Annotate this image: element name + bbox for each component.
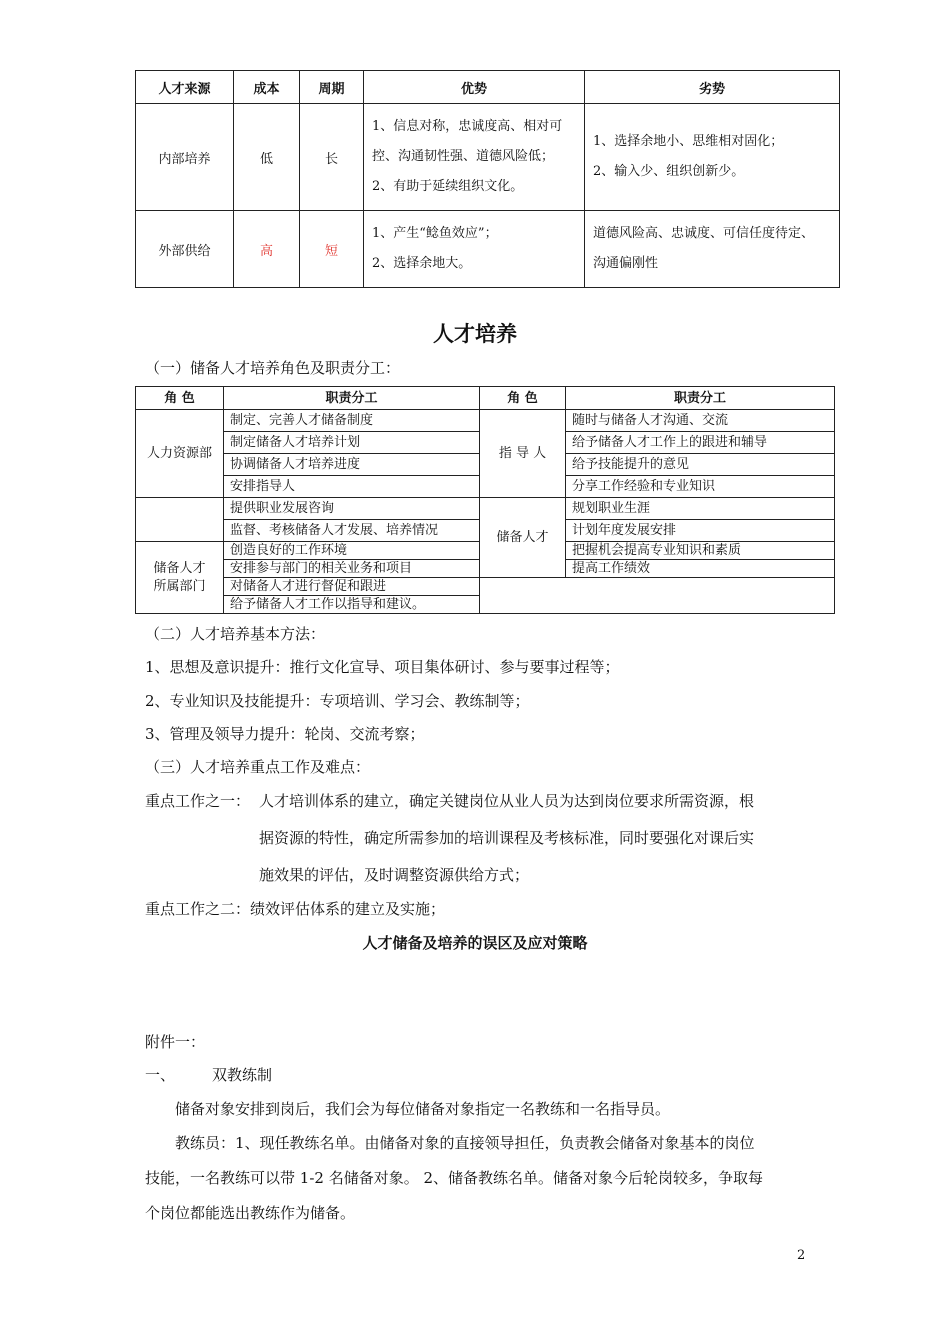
disadvantage-line: 沟通偏刚性 <box>593 256 659 271</box>
cycle-cell: 长 <box>300 104 364 211</box>
advantage-cell <box>364 211 585 288</box>
table-row <box>136 211 840 288</box>
source-cell: 外部供给 <box>136 211 234 288</box>
advantage-line: 2、有助于延续组织文化。 <box>372 179 524 194</box>
subheading-roles: （一）储备人才培养角色及职责分工： <box>145 359 401 377</box>
key-work-1-line: 施效果的评估，及时调整资源供给方式； <box>259 866 530 884</box>
appendix-paragraph: 储备对象安排到岗后，我们会为每位储备对象指定一名教练和一名指导员。 <box>175 1100 671 1118</box>
duty-cell: 规划职业生涯 <box>566 498 835 520</box>
key-work-1-line: 人才培训体系的建立，确定关键岗位从业人员为达到岗位要求所需资源，根 <box>259 792 755 810</box>
duty-cell: 对储备人才进行督促和跟进 <box>224 578 480 596</box>
header-cost: 成本 <box>234 71 300 104</box>
duty-cell: 给予储备人才工作以指导和建议。 <box>224 596 480 614</box>
key-work-1-label: 重点工作之一： <box>145 792 251 810</box>
role-talent: 储备人才 <box>480 498 566 578</box>
cost-cell: 高 <box>234 211 300 288</box>
duty-cell: 制定、完善人才储备制度 <box>224 410 480 432</box>
roles-duties-table <box>135 386 835 614</box>
table-row <box>136 498 835 520</box>
subheading-key-work: （三）人才培养重点工作及难点： <box>145 758 371 776</box>
method-item: 3、管理及领导力提升：轮岗、交流考察； <box>145 725 425 743</box>
duty-cell: 分享工作经验和专业知识 <box>566 476 835 498</box>
empty-cell <box>480 578 835 614</box>
duty-cell: 制定储备人才培养计划 <box>224 432 480 454</box>
appendix-label: 附件一： <box>145 1033 206 1051</box>
advantage-line: 1、产生“鲶鱼效应”； <box>372 226 498 241</box>
header-disadvantage: 劣势 <box>585 71 840 104</box>
advantage-line: 1、信息对称，忠诚度高、相对可 <box>372 119 563 134</box>
source-cell: 内部培养 <box>136 104 234 211</box>
cycle-cell: 短 <box>300 211 364 288</box>
role-dept-line1: 储备人才 <box>153 560 206 576</box>
duty-cell: 安排指导人 <box>224 476 480 498</box>
subheading-methods: （二）人才培养基本方法： <box>145 625 326 643</box>
advantage-line: 控、沟通韧性强、道德风险低； <box>372 149 555 164</box>
role-dept-line2: 所属部门 <box>153 578 206 594</box>
appendix-paragraph-line: 技能，一名教练可以带 1-2 名储备对象。 2、储备教练名单。储备对象今后轮岗较多，争取每 <box>145 1169 764 1187</box>
appendix-item-number: 一、 <box>145 1066 176 1084</box>
key-work-1-line: 据资源的特性，确定所需参加的培训课程及考核标准，同时要强化对课后实 <box>259 829 755 847</box>
role-hr: 人力资源部 <box>136 410 224 498</box>
appendix-paragraph-line: 个岗位都能选出教练作为储备。 <box>145 1204 356 1222</box>
method-item: 2、专业知识及技能提升：专项培训、学习会、教练制等； <box>145 692 530 710</box>
cost-cell: 低 <box>234 104 300 211</box>
role-mentor: 指 导 人 <box>480 410 566 498</box>
source-comparison-table <box>135 70 840 288</box>
disadvantage-line: 2、输入少、组织创新少。 <box>593 164 745 179</box>
header-duty: 职责分工 <box>224 387 480 410</box>
duty-cell: 给予储备人才工作上的跟进和辅导 <box>566 432 835 454</box>
header-advantage: 优势 <box>364 71 585 104</box>
duty-cell: 创造良好的工作环境 <box>224 542 480 560</box>
advantage-line: 2、选择余地大。 <box>372 256 472 271</box>
duty-cell: 安排参与部门的相关业务和项目 <box>224 560 480 578</box>
appendix-item-title: 双教练制 <box>212 1066 273 1084</box>
duty-cell: 协调储备人才培养进度 <box>224 454 480 476</box>
disadvantage-line: 道德风险高、忠诚度、可信任度待定、 <box>593 226 815 241</box>
key-work-2: 重点工作之二：绩效评估体系的建立及实施； <box>145 900 446 918</box>
disadvantage-cell <box>585 104 840 211</box>
duty-cell: 监督、考核储备人才发展、培养情况 <box>224 520 480 542</box>
header-source: 人才来源 <box>136 71 234 104</box>
duty-cell: 提供职业发展咨询 <box>224 498 480 520</box>
method-item: 1、思想及意识提升：推行文化宣导、项目集体研讨、参与要事过程等； <box>145 658 620 676</box>
header-duty: 职责分工 <box>566 387 835 410</box>
header-role: 角 色 <box>480 387 566 410</box>
duty-cell: 随时与储备人才沟通、交流 <box>566 410 835 432</box>
duty-cell: 提高工作绩效 <box>566 560 835 578</box>
disadvantage-cell <box>585 211 840 288</box>
table-header-row <box>136 71 840 104</box>
duty-cell: 把握机会提高专业知识和素质 <box>566 542 835 560</box>
header-cycle: 周期 <box>300 71 364 104</box>
role-spacer <box>136 498 224 520</box>
appendix-paragraph-line: 教练员：1、现任教练名单。由储备对象的直接领导担任，负责教会储备对象基本的岗位 <box>175 1134 755 1152</box>
section-title: 人才培养 <box>433 322 517 346</box>
table-header-row <box>136 387 835 410</box>
disadvantage-line: 1、选择余地小、思维相对固化； <box>593 134 784 149</box>
duty-cell: 给予技能提升的意见 <box>566 454 835 476</box>
advantage-cell <box>364 104 585 211</box>
role-spacer <box>136 520 224 542</box>
header-role: 角 色 <box>136 387 224 410</box>
table-row <box>136 104 840 211</box>
duty-cell: 计划年度发展安排 <box>566 520 835 542</box>
misconception-title: 人才储备及培养的误区及应对策略 <box>362 934 588 952</box>
role-dept <box>136 542 224 614</box>
page-number: 2 <box>797 1248 806 1263</box>
table-row <box>136 410 835 432</box>
table-row <box>136 578 835 596</box>
